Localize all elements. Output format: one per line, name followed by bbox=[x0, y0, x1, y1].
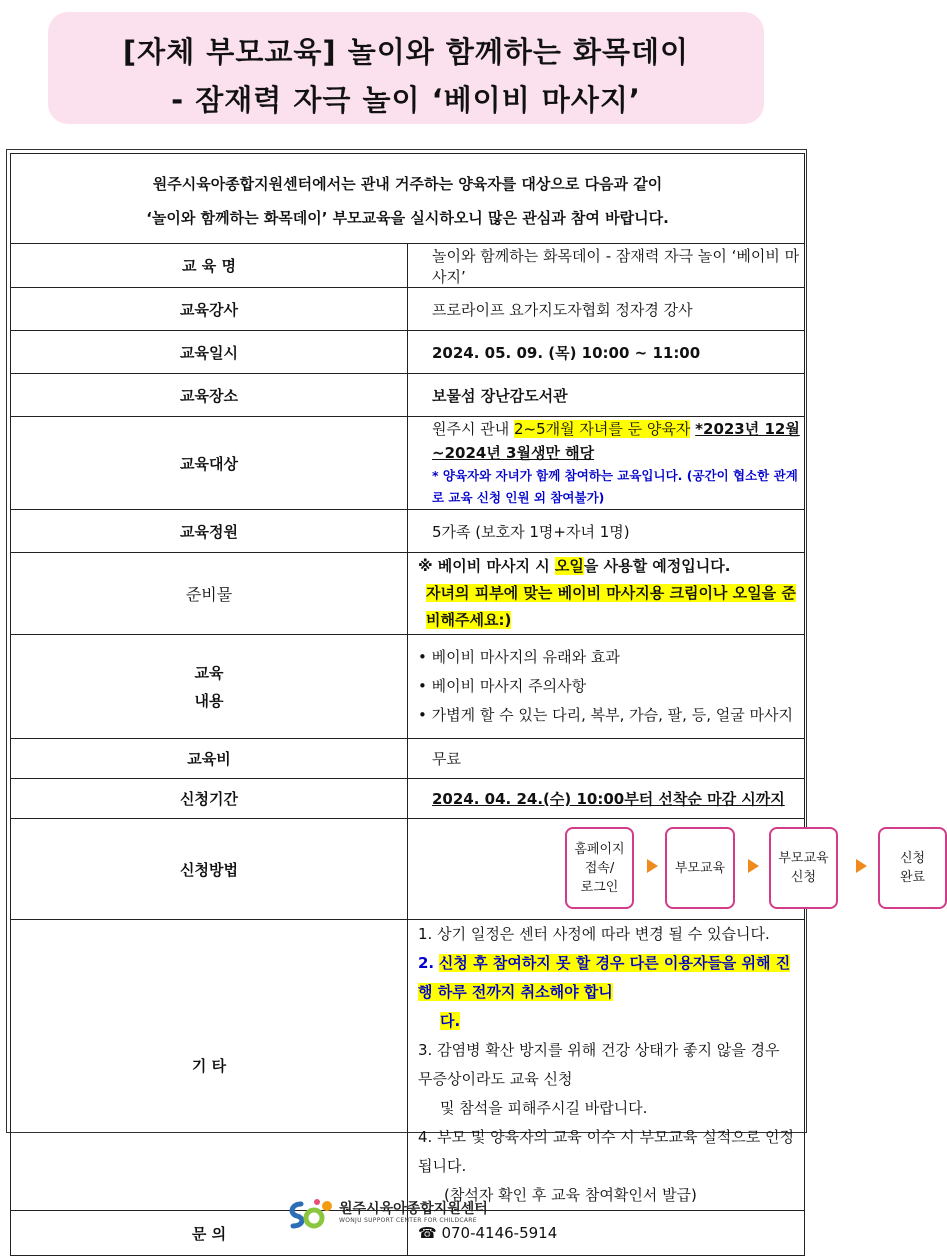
value-period: 2024. 04. 24.(수) 10:00부터 선착순 마감 시까지 bbox=[408, 779, 805, 819]
target-blue-note: * 양육자와 자녀가 함께 참여하는 교육입니다. (공간이 협소한 관계로 교육 신청 인원 외 참여불가) bbox=[432, 468, 798, 505]
application-flow bbox=[408, 819, 926, 919]
row-place bbox=[11, 374, 805, 417]
value-fee: 무료 bbox=[408, 739, 805, 779]
list-item: • 베이비 마사지 주의사항 bbox=[418, 677, 587, 695]
page-subtitle: - 잠재력 자극 놀이 ‘베이비 마사지’ bbox=[171, 83, 641, 117]
label-contact: 문 의 bbox=[11, 1211, 408, 1256]
etc-item-3: 3. 감염병 확산 방지를 위해 건강 상태가 좋지 않을 경우 무증상이라도 교육 신청 bbox=[418, 1041, 780, 1088]
row-method bbox=[11, 819, 805, 920]
flow-step-apply: 부모교육 신청 bbox=[769, 827, 838, 909]
label-period: 신청기간 bbox=[11, 779, 408, 819]
row-period bbox=[11, 779, 805, 819]
etc-item-4: 4. 부모 및 양육자의 교육 이수 시 부모교육 실적으로 인정됩니다. bbox=[418, 1128, 795, 1175]
content-list bbox=[408, 635, 805, 739]
arrow-right-icon bbox=[856, 859, 867, 873]
label-content: 교육 내용 bbox=[11, 635, 408, 739]
label-capacity: 교육정원 bbox=[11, 510, 408, 553]
etc-item-2: 2. 신청 후 참여하지 못 할 경우 다른 이용자들을 위해 진행 하루 전까지 취소해야 합니 bbox=[418, 954, 791, 1001]
target-note: *2023년 12월~2024년 3월생만 해당 bbox=[432, 420, 800, 462]
row-target bbox=[11, 417, 805, 510]
label-method: 신청방법 bbox=[11, 819, 408, 920]
arrow-right-icon bbox=[647, 859, 658, 873]
label-prep: 준비물 bbox=[11, 553, 408, 635]
org-name: 원주시육아종합지원센터 bbox=[339, 1201, 488, 1217]
row-etc: 기 타 1. 상기 일정은 센터 사정에 따라 변경 될 수 있습니다. 2. 신청 후 참여하지 못 할 경우 다른 이용자들을 위해 진행 하루 전까지 취소해야 합니 다. 3. 감염병 확산 방지를 위해 건강 상태가 좋지 않을 경우 무증상이라도 교육 신청 및 참석을 피해주시길 바랍니다. 4. 부모 및 양육자의 교육 이수 시 부모교육 실적으로 인정됩니다. (참석자 확인 후 교육 참여확인서 발급) bbox=[11, 920, 805, 1211]
target-highlight: 2~5개월 자녀를 둔 양육자 bbox=[514, 420, 691, 438]
label-place: 교육장소 bbox=[11, 374, 408, 417]
org-name-en: WONJU SUPPORT CENTER FOR CHILDCARE bbox=[339, 1217, 477, 1224]
value-place: 보물섬 장난감도서관 bbox=[408, 374, 805, 417]
label-etc: 기 타 bbox=[11, 920, 408, 1211]
row-content bbox=[11, 635, 805, 739]
intro-text: 원주시육아종합지원센터에서는 관내 거주하는 양육자를 대상으로 다음과 같이 ‘놀이와 함께하는 화목데이’ 부모교육을 실시하오니 많은 관심과 참여 바랍니다. bbox=[11, 154, 805, 244]
value-datetime: 2024. 05. 09. (목) 10:00 ~ 11:00 bbox=[408, 331, 805, 374]
prep-instruction: 자녀의 피부에 맞는 베이비 마사지용 크림이나 오일을 준비해주세요:) bbox=[426, 584, 796, 629]
footer-logo bbox=[287, 1196, 497, 1230]
arrow-right-icon bbox=[748, 859, 759, 873]
row-name bbox=[11, 244, 805, 288]
page-title: [자체 부모교육] 놀이와 함께하는 화목데이 bbox=[122, 35, 690, 69]
info-table bbox=[10, 153, 926, 1256]
row-instructor bbox=[11, 288, 805, 331]
row-capacity bbox=[11, 510, 805, 553]
flow-step-complete: 신청 완료 bbox=[878, 827, 947, 909]
row-datetime bbox=[11, 331, 805, 374]
row-prep: 준비물 ※ 베이비 마사지 시 오일을 사용할 예정입니다. 자녀의 피부에 맞는 베이비 마사지용 크림이나 오일을 준비해주세요:) bbox=[11, 553, 805, 635]
target-prefix: 원주시 관내 bbox=[432, 420, 514, 438]
label-fee: 교육비 bbox=[11, 739, 408, 779]
phone-number[interactable]: 070-4146-5914 bbox=[441, 1224, 558, 1242]
telephone-icon: ☎ bbox=[418, 1224, 437, 1242]
etc-item-1: 1. 상기 일정은 센터 사정에 따라 변경 될 수 있습니다. bbox=[418, 925, 770, 943]
label-name: 교 육 명 bbox=[11, 244, 408, 288]
list-item: • 가볍게 할 수 있는 다리, 복부, 가슴, 팔, 등, 얼굴 마사지 bbox=[418, 706, 793, 724]
title-banner bbox=[48, 12, 764, 124]
value-capacity: 5가족 (보호자 1명+자녀 1명) bbox=[408, 510, 805, 553]
value-name: 놀이와 함께하는 화목데이 - 잠재력 자극 놀이 ‘베이비 마사지’ bbox=[408, 244, 805, 288]
label-datetime: 교육일시 bbox=[11, 331, 408, 374]
prep-oil-highlight: 오일 bbox=[554, 557, 584, 575]
value-instructor: 프로라이프 요가지도자협회 정자경 강사 bbox=[408, 288, 805, 331]
flow-step-parent-edu: 부모교육 bbox=[665, 827, 735, 909]
list-item: • 베이비 마사지의 유래와 효과 bbox=[418, 648, 620, 666]
row-fee bbox=[11, 739, 805, 779]
flow-step-login: 홈페이지 접속/ 로그인 bbox=[565, 827, 634, 909]
label-instructor: 교육강사 bbox=[11, 288, 408, 331]
label-target: 교육대상 bbox=[11, 417, 408, 510]
center-logo-icon bbox=[287, 1196, 337, 1230]
